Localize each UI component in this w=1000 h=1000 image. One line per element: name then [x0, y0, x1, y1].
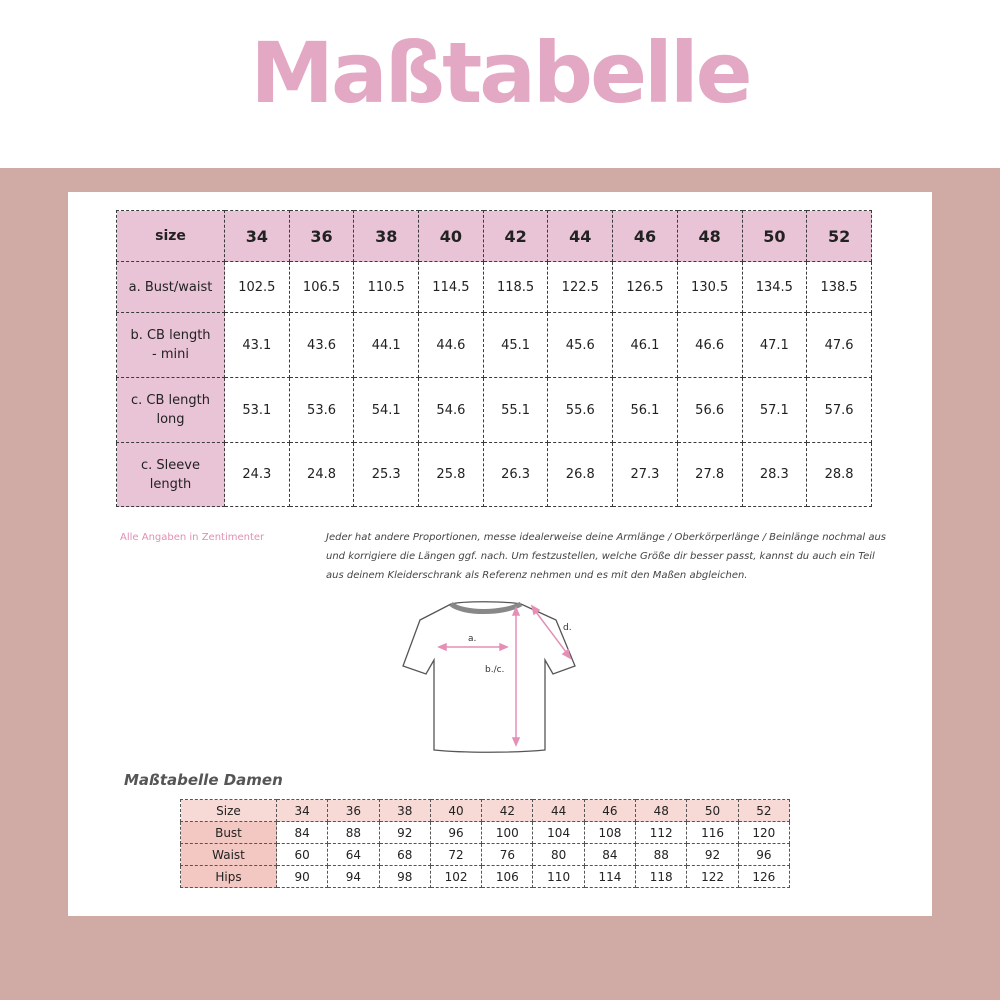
- value-cell: 45.6: [548, 313, 613, 378]
- page-title: Maßtabelle: [250, 24, 750, 122]
- main-table-header-row: [117, 211, 872, 262]
- damen-value-cell: 108: [584, 822, 635, 844]
- damen-value-cell: 118: [636, 866, 687, 888]
- header-size-cell: 52: [807, 211, 872, 262]
- row-label: [117, 378, 225, 443]
- value-cell: 47.1: [742, 313, 807, 378]
- row-label-line: long: [156, 412, 185, 427]
- damen-size-cell: 52: [738, 800, 789, 822]
- row-label: [117, 313, 225, 378]
- damen-value-cell: 68: [379, 844, 430, 866]
- damen-size-cell: 38: [379, 800, 430, 822]
- value-cell: 56.1: [613, 378, 678, 443]
- row-label-line: b. CB length: [130, 328, 211, 343]
- damen-row-label: Bust: [181, 822, 277, 844]
- damen-value-cell: 114: [584, 866, 635, 888]
- value-cell: 57.1: [742, 378, 807, 443]
- header-size-cell: 34: [225, 211, 290, 262]
- value-cell: 46.6: [677, 313, 742, 378]
- damen-header-label: Size: [181, 800, 277, 822]
- value-cell: 55.6: [548, 378, 613, 443]
- value-cell: 57.6: [807, 378, 872, 443]
- damen-row-label: Hips: [181, 866, 277, 888]
- damen-value-cell: 90: [277, 866, 328, 888]
- value-cell: 28.3: [742, 443, 807, 507]
- damen-value-cell: 88: [636, 844, 687, 866]
- damen-size-cell: 40: [430, 800, 481, 822]
- label-bc: b./c.: [485, 665, 505, 675]
- shirt-outline: [403, 602, 575, 753]
- value-cell: 53.6: [289, 378, 354, 443]
- damen-value-cell: 110: [533, 866, 584, 888]
- header-size-cell: 38: [354, 211, 419, 262]
- value-cell: 26.3: [483, 443, 548, 507]
- value-cell: 122.5: [548, 262, 613, 313]
- damen-value-cell: 64: [328, 844, 379, 866]
- value-cell: 28.8: [807, 443, 872, 507]
- label-d: d.: [563, 623, 572, 633]
- value-cell: 126.5: [613, 262, 678, 313]
- damen-value-cell: 96: [738, 844, 789, 866]
- damen-value-cell: 76: [482, 844, 533, 866]
- value-cell: 27.3: [613, 443, 678, 507]
- damen-value-cell: 102: [430, 866, 481, 888]
- damen-size-cell: 46: [584, 800, 635, 822]
- value-cell: 44.6: [419, 313, 484, 378]
- value-cell: 43.6: [289, 313, 354, 378]
- value-cell: 106.5: [289, 262, 354, 313]
- value-cell: 25.3: [354, 443, 419, 507]
- damen-value-cell: 126: [738, 866, 789, 888]
- value-cell: 27.8: [677, 443, 742, 507]
- damen-value-cell: 92: [379, 822, 430, 844]
- row-label-line: a. Bust/waist: [128, 279, 213, 295]
- damen-value-cell: 88: [328, 822, 379, 844]
- value-cell: 54.1: [354, 378, 419, 443]
- damen-size-cell: 34: [277, 800, 328, 822]
- row-label-line: - mini: [152, 347, 189, 362]
- damen-header-row: [181, 800, 790, 822]
- damen-value-cell: 60: [277, 844, 328, 866]
- damen-value-cell: 80: [533, 844, 584, 866]
- units-note: Alle Angaben in Zentimenter: [120, 532, 265, 543]
- value-cell: 24.8: [289, 443, 354, 507]
- damen-size-table: [180, 799, 790, 888]
- damen-value-cell: 112: [636, 822, 687, 844]
- damen-value-cell: 84: [277, 822, 328, 844]
- header-size-cell: 40: [419, 211, 484, 262]
- table-row: [117, 262, 872, 313]
- value-cell: 55.1: [483, 378, 548, 443]
- damen-size-cell: 48: [636, 800, 687, 822]
- value-cell: 46.1: [613, 313, 678, 378]
- value-cell: 47.6: [807, 313, 872, 378]
- value-cell: 138.5: [807, 262, 872, 313]
- table-row: [117, 313, 872, 378]
- value-cell: 134.5: [742, 262, 807, 313]
- damen-value-cell: 100: [482, 822, 533, 844]
- header-size-cell: 46: [613, 211, 678, 262]
- damen-row-label: Waist: [181, 844, 277, 866]
- table-row: [117, 443, 872, 507]
- value-cell: 53.1: [225, 378, 290, 443]
- value-cell: 25.8: [419, 443, 484, 507]
- damen-value-cell: 94: [328, 866, 379, 888]
- table-row: [181, 844, 790, 866]
- main-size-table: [116, 210, 872, 507]
- header-size-cell: 44: [548, 211, 613, 262]
- damen-value-cell: 84: [584, 844, 635, 866]
- header-size-cell: 48: [677, 211, 742, 262]
- value-cell: 110.5: [354, 262, 419, 313]
- damen-value-cell: 98: [379, 866, 430, 888]
- row-label-line: length: [149, 476, 192, 492]
- fit-advice-note: Jeder hat andere Proportionen, messe idealerweise deine Armlänge / Oberkörperlänge / Beinlänge nochmal aus und korrigiere die Längen ggf. nach. Um festzustellen, welche Größe dir besser passt, kannst du auch ein Teil aus deinem Kleiderschrank als Referenz nehmen und es mit den Maßen abgleichen.: [326, 532, 886, 581]
- row-label: [117, 262, 225, 313]
- table-row: [181, 822, 790, 844]
- header-size-cell: 50: [742, 211, 807, 262]
- table-row: [181, 866, 790, 888]
- row-label-line: c. Sleeve: [141, 457, 200, 473]
- row-label-line: c. CB length: [131, 393, 210, 408]
- value-cell: 44.1: [354, 313, 419, 378]
- damen-table-title: Maßtabelle Damen: [124, 771, 283, 789]
- damen-size-cell: 50: [687, 800, 738, 822]
- header-size-label: size: [117, 211, 225, 262]
- value-cell: 45.1: [483, 313, 548, 378]
- damen-size-cell: 42: [482, 800, 533, 822]
- damen-value-cell: 96: [430, 822, 481, 844]
- value-cell: 26.8: [548, 443, 613, 507]
- damen-value-cell: 72: [430, 844, 481, 866]
- t-shirt-diagram: [393, 594, 583, 759]
- value-cell: 24.3: [225, 443, 290, 507]
- value-cell: 114.5: [419, 262, 484, 313]
- table-row: [117, 378, 872, 443]
- size-chart-sheet: [68, 192, 932, 916]
- damen-size-cell: 44: [533, 800, 584, 822]
- value-cell: 118.5: [483, 262, 548, 313]
- damen-value-cell: 122: [687, 866, 738, 888]
- header-size-cell: 42: [483, 211, 548, 262]
- label-a: a.: [468, 634, 477, 644]
- value-cell: 102.5: [225, 262, 290, 313]
- damen-value-cell: 106: [482, 866, 533, 888]
- value-cell: 56.6: [677, 378, 742, 443]
- damen-value-cell: 116: [687, 822, 738, 844]
- damen-value-cell: 120: [738, 822, 789, 844]
- header-size-cell: 36: [289, 211, 354, 262]
- value-cell: 130.5: [677, 262, 742, 313]
- damen-value-cell: 92: [687, 844, 738, 866]
- damen-value-cell: 104: [533, 822, 584, 844]
- value-cell: 43.1: [225, 313, 290, 378]
- value-cell: 54.6: [419, 378, 484, 443]
- row-label: [117, 443, 225, 507]
- damen-size-cell: 36: [328, 800, 379, 822]
